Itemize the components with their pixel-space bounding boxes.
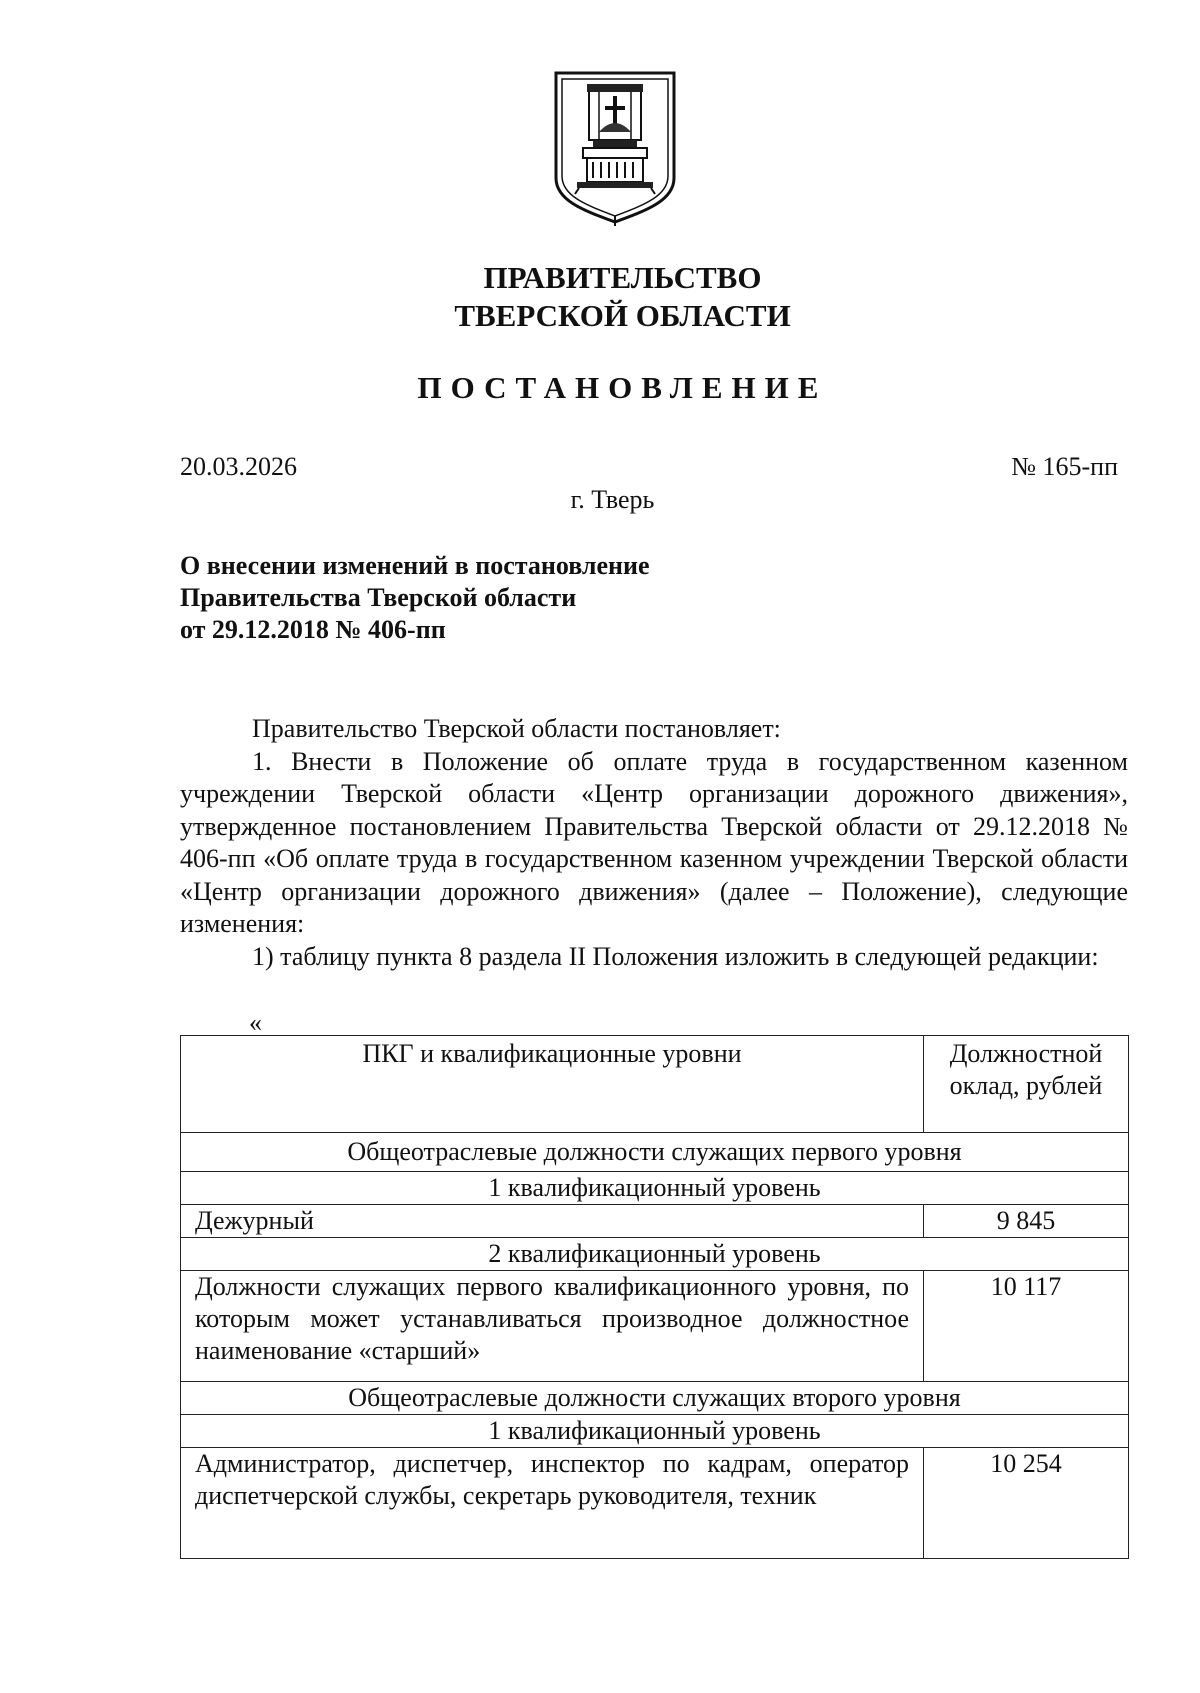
table-level-row — [181, 1238, 1129, 1271]
government-title — [0, 259, 1200, 335]
group-first-level: Общеотраслевые должности служащих первого уровня — [181, 1133, 1129, 1172]
header-salary: Должностной оклад, рублей — [924, 1036, 1129, 1133]
position-name: Администратор, диспетчер, инспектор по кадрам, оператор диспетчерской службы, секретарь руководителя, техник — [181, 1448, 924, 1559]
position-name: Дежурный — [181, 1205, 924, 1238]
position-salary: 10 254 — [924, 1448, 1129, 1559]
table-level-row — [181, 1172, 1129, 1205]
document-date: 20.03.2026 — [180, 452, 297, 481]
table-row — [181, 1271, 1129, 1382]
header-qualification-levels: ПКГ и квалификационные уровни — [181, 1036, 924, 1133]
document-subject — [180, 550, 650, 646]
document-city: г. Тверь — [570, 485, 655, 514]
coat-of-arms-emblem — [553, 70, 677, 226]
table-row — [181, 1448, 1129, 1559]
position-salary: 9 845 — [924, 1205, 1129, 1238]
document-body — [180, 713, 1128, 973]
document-number: № 165-пп — [1011, 452, 1118, 481]
government-title-line1: ПРАВИТЕЛЬСТВО — [483, 260, 762, 295]
table-group-row — [181, 1382, 1129, 1415]
table-group-row — [181, 1133, 1129, 1172]
group-second-level: Общеотраслевые должности служащих второго уровня — [181, 1382, 1129, 1415]
subject-line1: О внесении изменений в постановление — [180, 551, 650, 580]
document-type: ПОСТАНОВЛЕНИЕ — [417, 370, 828, 405]
table-row — [181, 1205, 1129, 1238]
level-1-first-group: 1 квалификационный уровень — [181, 1172, 1129, 1205]
opening-quote-mark: « — [249, 1008, 262, 1037]
level-2-first-group: 2 квалификационный уровень — [181, 1238, 1129, 1271]
position-name: Должности служащих первого квалификационного уровня, по которым может устанавливаться производное должностное наименование «старший» — [181, 1271, 924, 1382]
salary-table — [180, 1035, 1129, 1559]
level-1-second-group: 1 квалификационный уровень — [181, 1415, 1129, 1448]
body-paragraph-1: 1. Внести в Положение об оплате труда в государственном казенном учреждении Тверской области «Центр организации дорожного движения», утвержденное постановлением Правительства Тверской области от 29.12.2018 № 406-пп «Об оплате труда в государственном казенном учреждении Тверской области «Центр организации дорожного движения» (далее – Положение), следующие изменения: — [180, 746, 1128, 938]
government-title-line2: ТВЕРСКОЙ ОБЛАСТИ — [454, 298, 791, 333]
body-paragraph-intro: Правительство Тверской области постановляет: — [252, 714, 781, 743]
subject-line2: Правительства Тверской области — [180, 583, 577, 612]
table-header-row — [181, 1036, 1129, 1133]
position-salary: 10 117 — [924, 1271, 1129, 1382]
table-level-row — [181, 1415, 1129, 1448]
subject-line3: от 29.12.2018 № 406-пп — [180, 615, 446, 644]
body-paragraph-2: 1) таблицу пункта 8 раздела II Положения изложить в следующей редакции: — [252, 941, 1099, 971]
